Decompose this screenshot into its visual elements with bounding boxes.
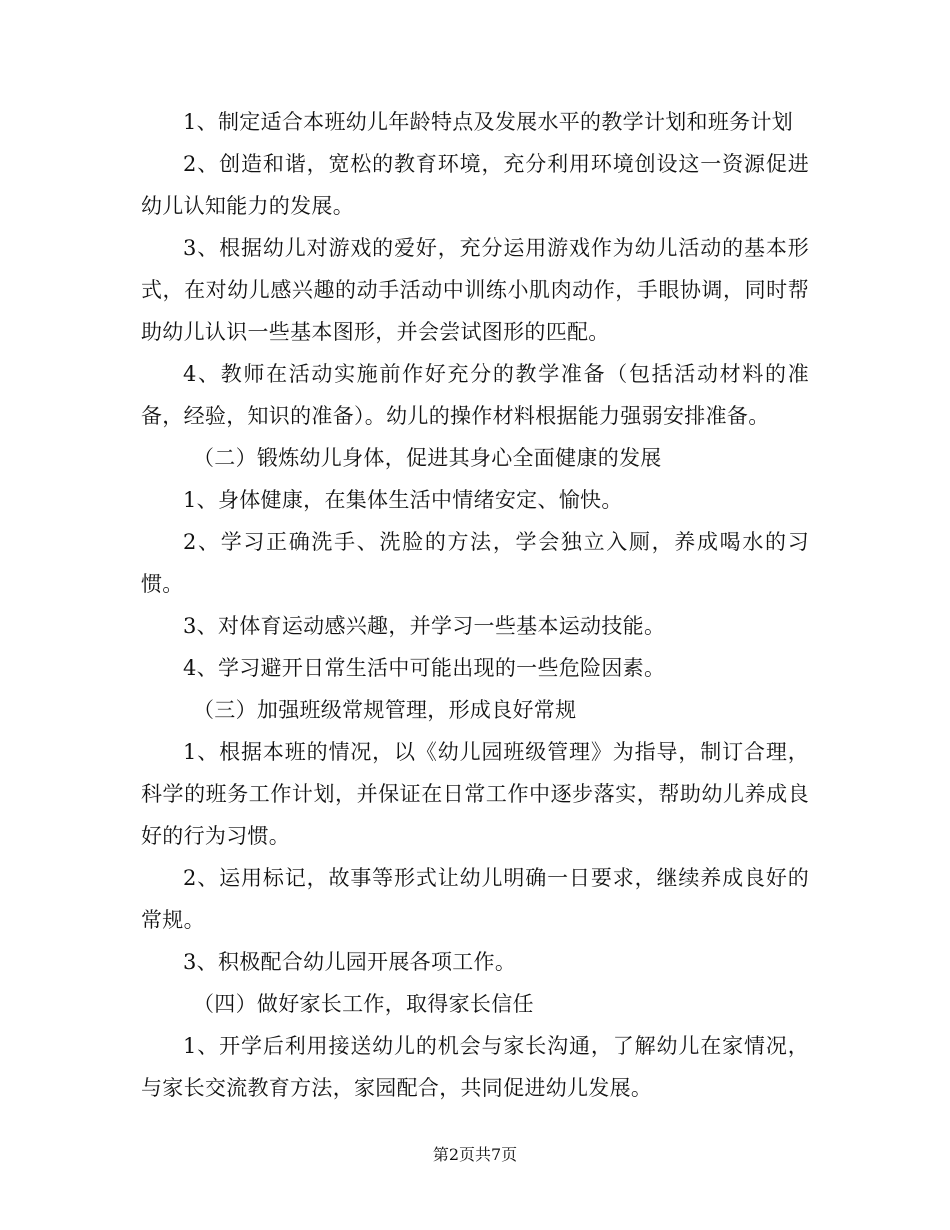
section-heading-2: （二）锻炼幼儿身体，促进其身心全面健康的发展 (193, 446, 662, 470)
paragraph-item-3: 3、根据幼儿对游戏的爱好，充分运用游戏作为幼儿活动的基本形式，在对幼儿感兴趣的动手活动中训练小肌肉动作，手眼协调，同时帮助幼儿认识一些基本图形，并会尝试图形的匹配。 (141, 236, 809, 344)
paragraph-item-5: 1、身体健康，在集体生活中情绪安定、愉快。 (183, 488, 623, 512)
paragraph-item-9: 1、根据本班的情况，以《幼儿园班级管理》为指导，制订合理，科学的班务工作计划，并保证在日常工作中逐步落实，帮助幼儿养成良好的行为习惯。 (141, 740, 809, 848)
section-heading-3: （三）加强班级常规管理，形成良好常规 (193, 698, 577, 722)
paragraph-item-7: 3、对体育运动感兴趣，并学习一些基本运动技能。 (183, 614, 666, 638)
paragraph-item-1: 1、制定适合本班幼儿年龄特点及发展水平的教学计划和班务计划 (183, 110, 794, 134)
section-heading-4: （四）做好家长工作，取得家长信任 (193, 992, 534, 1016)
page-number-footer: 第2页共7页 (432, 1145, 518, 1164)
paragraph-item-8: 4、学习避开日常生活中可能出现的一些危险因素。 (183, 656, 666, 680)
paragraph-item-11: 3、积极配合幼儿园开展各项工作。 (183, 950, 517, 974)
paragraph-item-2: 2、创造和谐，宽松的教育环境，充分利用环境创设这一资源促进幼儿认知能力的发展。 (141, 152, 809, 218)
paragraph-item-12: 1、开学后利用接送幼儿的机会与家长沟通，了解幼儿在家情况，与家长交流教育方法，家园配合，共同促进幼儿发展。 (141, 1034, 809, 1100)
document-body (141, 101, 809, 1109)
paragraph-item-10: 2、运用标记，故事等形式让幼儿明确一日要求，继续养成良好的常规。 (141, 866, 809, 932)
paragraph-item-6: 2、学习正确洗手、洗脸的方法，学会独立入厕，养成喝水的习惯。 (141, 530, 809, 596)
paragraph-item-4: 4、教师在活动实施前作好充分的教学准备（包括活动材料的准备，经验，知识的准备）。幼儿的操作材料根据能力强弱安排准备。 (141, 362, 809, 428)
